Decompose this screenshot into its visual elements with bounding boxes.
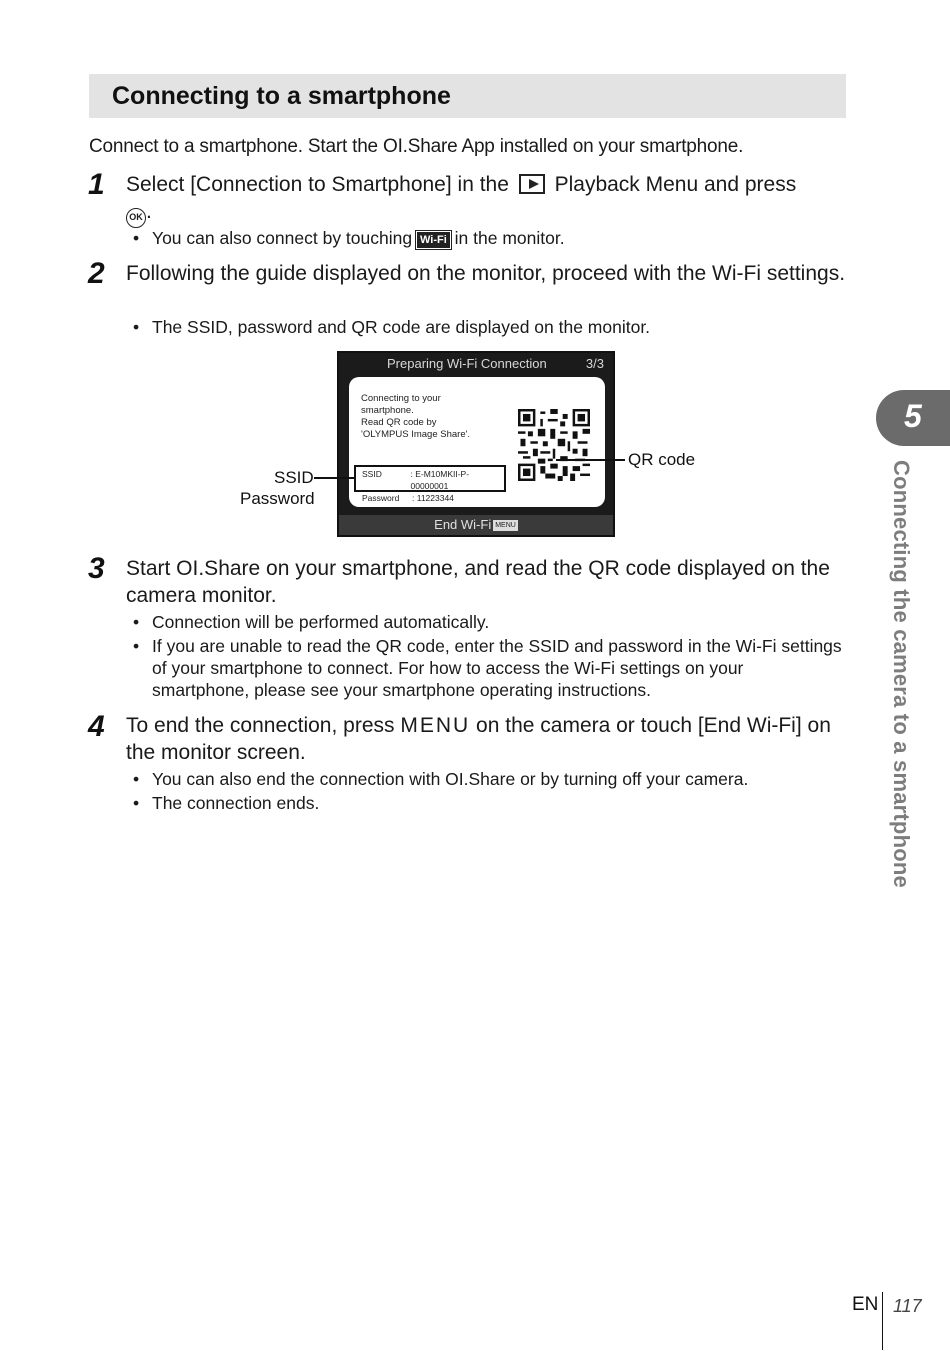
ssid-label: SSID	[362, 469, 382, 479]
playback-icon	[519, 174, 545, 194]
step-4-number: 4	[88, 710, 105, 743]
step-1-text-a: Select [Connection to Smartphone] in the	[126, 173, 509, 196]
step-4-bullet-1: • You can also end the connection with OI.Share or by turning off your camera.	[133, 769, 749, 789]
step-1-text	[126, 171, 846, 228]
step-3-text: Start OI.Share on your smartphone, and read the QR code displayed on the camera monitor.	[126, 557, 830, 607]
screen-panel	[349, 377, 605, 507]
ok-button-icon: OK	[126, 208, 146, 228]
step-3-number: 3	[88, 552, 105, 585]
section-title-bar	[89, 74, 846, 118]
chapter-title: Connecting the camera to a smartphone	[889, 460, 914, 888]
step-4-text: To end the connection, press MENU on the camera or touch [End Wi-Fi] on the monitor screen.	[126, 714, 831, 764]
callout-ssid: SSID	[274, 468, 314, 487]
callout-qr-code: QR code	[628, 450, 696, 469]
callout-line-ssid	[314, 477, 356, 479]
screen-title: Preparing Wi-Fi Connection	[387, 356, 547, 371]
ssid-value: : E-M10MKII-P-00000001	[410, 469, 470, 491]
page-title: Connecting to a smartphone	[112, 81, 451, 110]
qr-code-icon	[517, 409, 591, 481]
page-number: 117	[893, 1296, 922, 1316]
password-label: Password	[362, 493, 400, 503]
screen-message: Connecting to your smartphone. Read QR code by 'OLYMPUS Image Share'.	[361, 393, 471, 440]
footer-language: EN	[852, 1294, 879, 1315]
step-2-bullet: • The SSID, password and QR code are displayed on the monitor.	[133, 317, 651, 337]
step-1-text-b: Playback Menu and press	[554, 173, 797, 196]
chapter-number: 5	[904, 398, 922, 434]
step-3-bullet-2: • If you are unable to read the QR code, enter the SSID and password in the Wi-Fi settings of your smartphone to connect. For how to access the Wi-Fi settings on your smartphone, please see your smartphone operating instructions.	[133, 636, 842, 700]
step-1-number: 1	[88, 168, 105, 201]
footer-divider	[882, 1292, 883, 1350]
step-4-bullet-2: • The connection ends.	[133, 793, 320, 813]
screen-page-indicator: 3/3	[585, 356, 604, 371]
step-3-bullet-1: • Connection will be performed automatically.	[133, 612, 490, 632]
password-value: : 11223344	[412, 493, 454, 503]
callout-line-qr	[556, 459, 625, 461]
step-2-text: Following the guide displayed on the monitor, proceed with the Wi-Fi settings.	[126, 262, 846, 285]
credentials-box	[354, 465, 506, 503]
callout-password: Password	[240, 489, 315, 508]
camera-monitor-screen	[337, 351, 615, 537]
step-1-text-c: .	[146, 200, 152, 223]
step-2-number: 2	[88, 257, 105, 290]
menu-badge-icon: MENU	[495, 522, 516, 529]
end-wifi-button: End Wi-Fi MENU	[339, 515, 613, 535]
intro-text: Connect to a smartphone. Start the OI.Share App installed on your smartphone.	[89, 136, 744, 157]
chapter-tab	[876, 390, 950, 446]
step-1-bullet-b: in the monitor.	[454, 228, 565, 248]
menu-button-label: MENU	[400, 714, 471, 737]
step-1-bullet: • You can also connect by touching Wi-Fi in the monitor.	[133, 228, 565, 248]
wifi-icon: Wi-Fi	[417, 232, 450, 248]
step-1-bullet-a: You can also connect by touching	[152, 228, 413, 248]
